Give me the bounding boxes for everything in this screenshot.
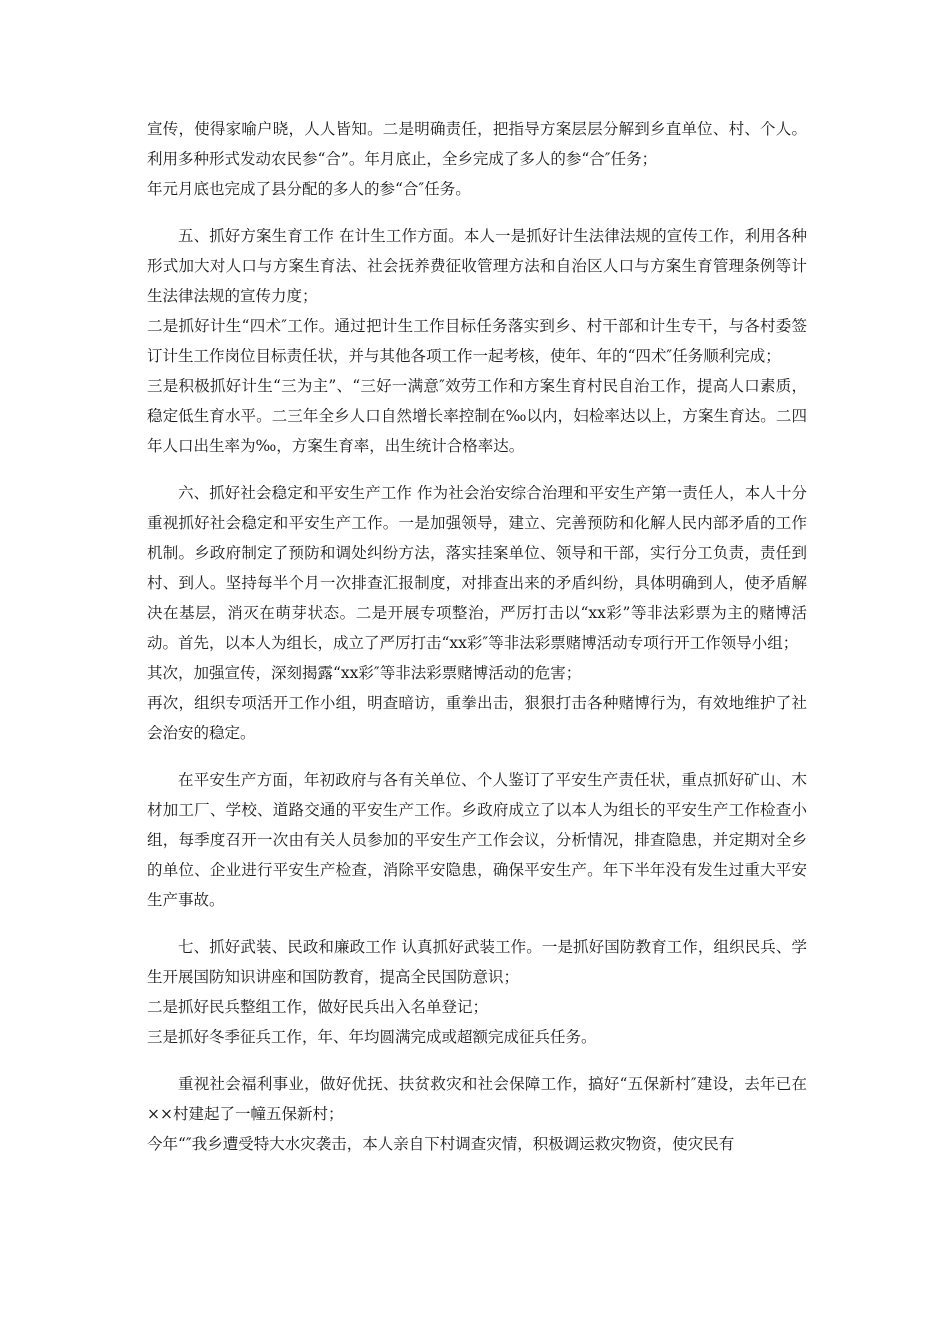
paragraph-thirdly: 再次，组织专项活开工作小组，明查暗访，重拳出击，狠狠打击各种赌博行为，有效地维护了社会治安的稳定。	[147, 694, 807, 742]
paragraph-flood: 今年“″我乡遭受特大水灾袭击，本人亲自下村调查灾情，积极调运救灾物资，使灾民有	[147, 1135, 735, 1153]
document-body	[147, 114, 807, 1159]
paragraph-welfare: 重视社会福利事业，做好优抚、扶贫救灾和社会保障工作，搞好“五保新村″建设，去年已在××村建起了一幢五保新村；	[147, 1075, 807, 1123]
paragraph-section-seven: 七、抓好武装、民政和廉政工作 认真抓好武装工作。一是抓好国防教育工作，组织民兵、学生开展国防知识讲座和国防教育，提高全民国防意识；	[147, 938, 807, 986]
paragraph-militia: 二是抓好民兵整组工作，做好民兵出入名单登记；	[147, 998, 489, 1016]
paragraph-safe-production: 在平安生产方面，年初政府与各有关单位、个人鉴订了平安生产责任状，重点抓好矿山、木材加工厂、学校、道路交通的平安生产工作。乡政府成立了以本人为组长的平安生产工作检查小组，每季度召开一次由有关人员参加的平安生产工作会议，分析情况，排查隐患，并定期对全乡的单位、企业进行平安生产检查，消除平安隐患，确保平安生产。年下半年没有发生过重大平安生产事故。	[147, 771, 807, 909]
paragraph-four-surgeries: 二是抓好计生“四术″工作。通过把计生工作目标任务落实到乡、村干部和计生专干，与各村委签订计生工作岗位目标责任状，并与其他各项工作一起考核，使年、年的“四术″任务顺利完成；	[147, 317, 807, 365]
paragraph-conscription: 三是抓好冬季征兵工作，年、年均圆满完成或超额完成征兵任务。	[147, 1028, 597, 1046]
paragraph-county-quota: 年元月底也完成了县分配的多人的参“合″任务。	[147, 180, 471, 198]
paragraph-section-five: 五、抓好方案生育工作 在计生工作方面。本人一是抓好计生法律法规的宣传工作，利用各种形式加大对人口与方案生育法、社会抚养费征收管理方法和自治区人口与方案生育管理条例等计生法律法规的宣传力度；	[147, 227, 807, 305]
paragraph-three-main: 三是积极抓好计生“三为主”、“三好一满意″效劳工作和方案生育村民自治工作，提高人口素质，稳定低生育水平。二三年全乡人口自然增长率控制在‰以内，妇检率达以上，方案生育达。二四年人口出生率为‰，方案生育率，出生统计合格率达。	[147, 377, 807, 455]
paragraph-section-six: 六、抓好社会稳定和平安生产工作 作为社会治安综合治理和平安生产第一责任人，本人十分重视抓好社会稳定和平安生产工作。一是加强领导，建立、完善预防和化解人民内部矛盾的工作机制。乡政府制定了预防和调处纠纷方法，落实挂案单位、领导和干部，实行分工负责，责任到村、到人。坚持每半个月一次排查汇报制度，对排查出来的矛盾纠纷，具体明确到人，使矛盾解决在基层，消灭在萌芽状态。二是开展专项整治，严厉打击以“xx彩”等非法彩票为主的赌博活动。首先，以本人为组长，成立了严厉打击“xx彩″等非法彩票赌博活动专项行开工作领导小组；	[147, 484, 807, 652]
paragraph-secondly: 其次，加强宣传，深刻揭露“xx彩″等非法彩票赌博活动的危害；	[147, 664, 582, 682]
paragraph-propaganda: 宣传，使得家喻户晓，人人皆知。二是明确责任，把指导方案层层分解到乡直单位、村、个人。利用多种形式发动农民参“合”。年月底止，全乡完成了多人的参“合″任务；	[147, 120, 807, 168]
